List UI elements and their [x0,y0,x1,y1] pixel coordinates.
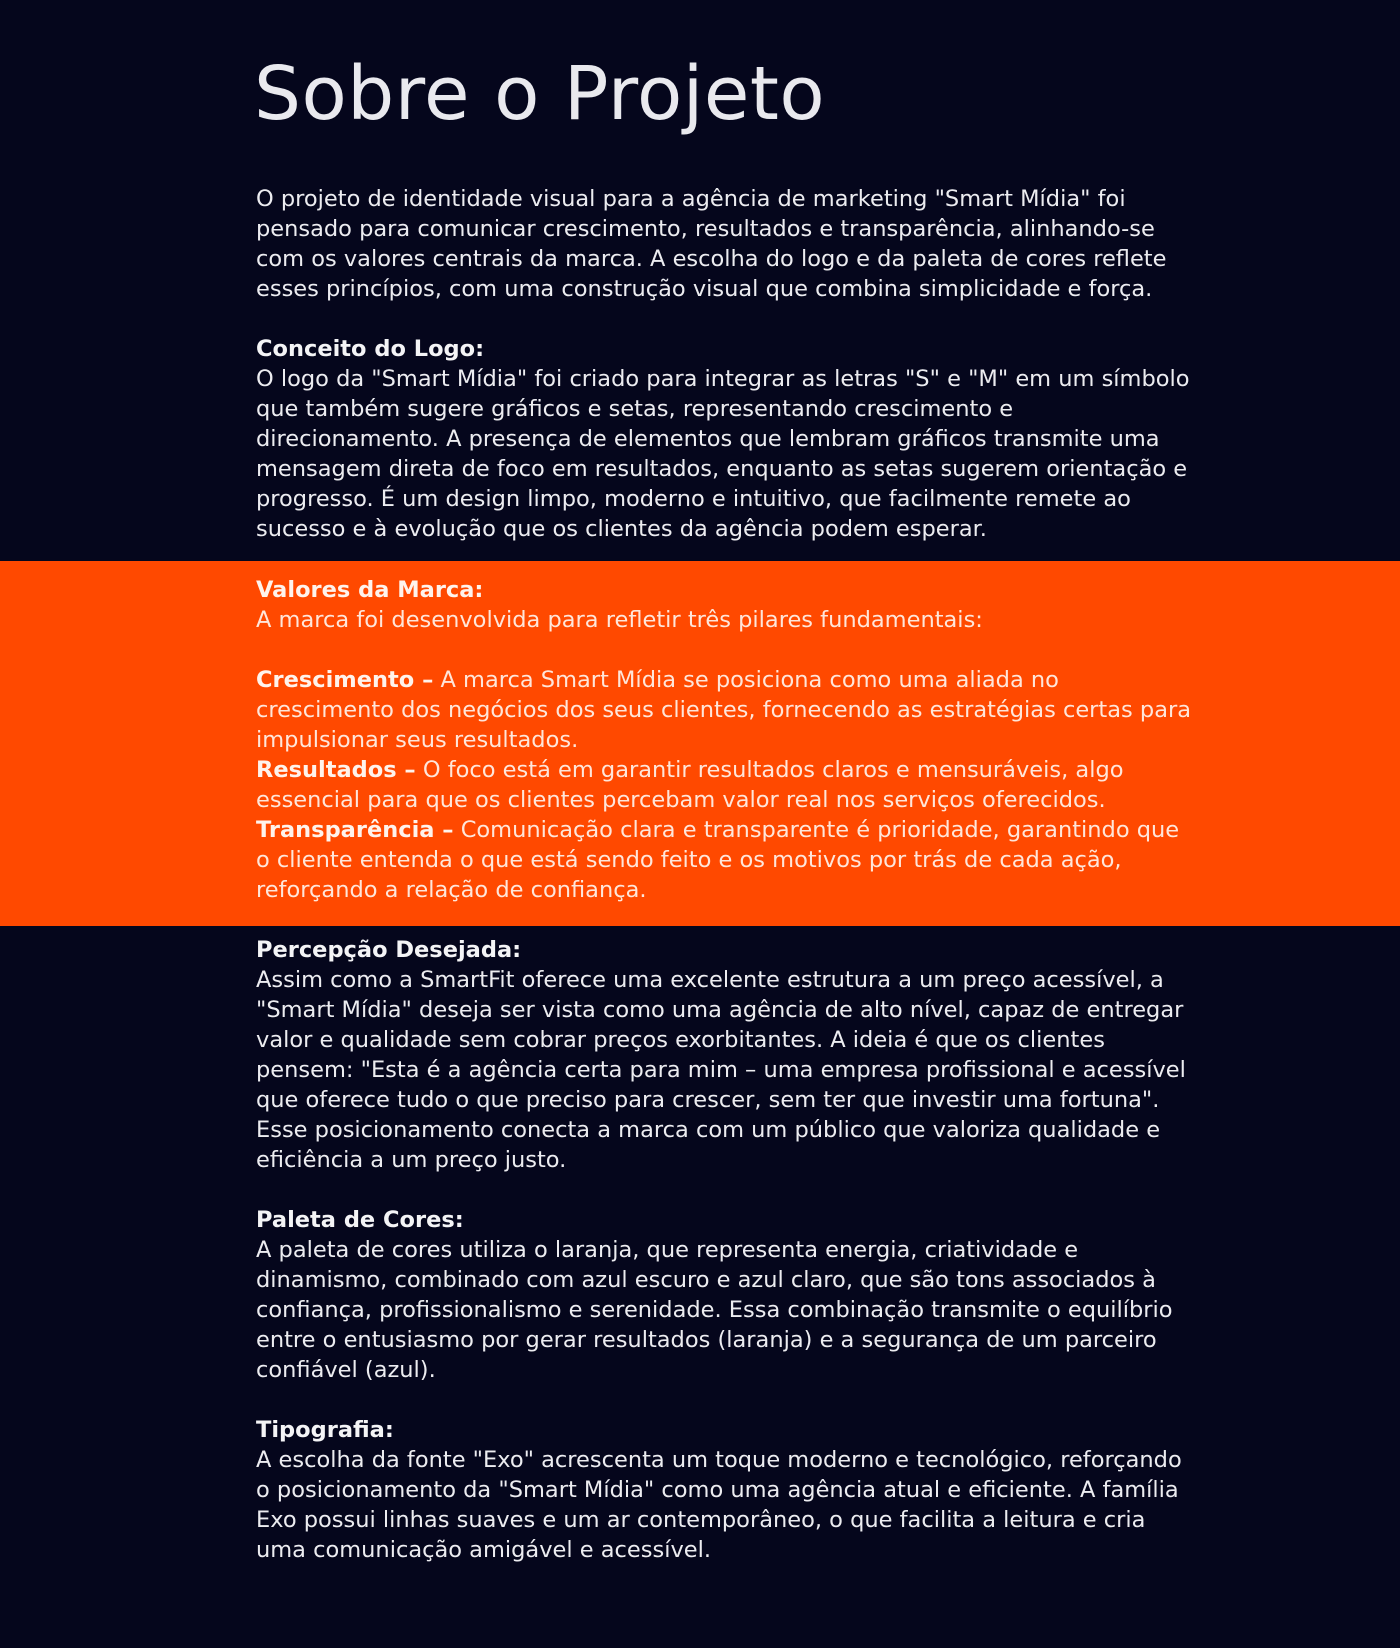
intro-text: O projeto de identidade visual para a agência de marketing "Smart Mídia" foi pensado para comunicar crescimento, resultados e transparência, alinhando-se com os valores centrais da marca. A escolha do logo e da paleta de cores reflete esses princípios, com uma construção visual que combina simplicidade e força. [256,186,1167,302]
pillar-growth-text: A marca Smart Mídia se posiciona como uma aliada no crescimento dos negócios dos seus clientes, fornecendo as estratégias certas para impulsionar seus resultados. [256,667,1192,753]
color-palette-heading: Paleta de Cores: [256,1207,464,1233]
spacer [256,635,1196,665]
brand-values-band [0,561,1400,926]
pillar-results-text: O foco está em garantir resultados claros e mensuráveis, algo essencial para que os clientes percebam valor real nos serviços oferecidos. [256,757,1124,813]
pillar-transparency-text: Comunicação clara e transparente é prioridade, garantindo que o cliente entenda o que está sendo feito e os motivos por trás de cada ação, reforçando a relação de confiança. [256,817,1180,903]
spacer [256,1385,1196,1415]
intro-section [256,184,1196,544]
brand-values-heading: Valores da Marca: [256,577,484,603]
logo-concept-heading: Conceito do Logo: [256,336,485,362]
pillar-growth-name: Crescimento – [256,667,434,693]
brand-values-intro: A marca foi desenvolvida para refletir três pilares fundamentais: [256,607,983,633]
lower-sections [256,935,1196,1565]
color-palette-text: A paleta de cores utiliza o laranja, que representa energia, criatividade e dinamismo, combinado com azul escuro e azul claro, que são tons associados à confiança, profissionalismo e serenidade. Essa combinação transmite o equilíbrio entre o entusiasmo por gerar resultados (laranja) e a segurança de um parceiro confiável (azul). [256,1237,1173,1383]
typography-heading: Tipografia: [256,1417,394,1443]
page-title: Sobre o Projeto [254,51,826,137]
pillar-transparency-name: Transparência – [256,817,454,843]
pillar-growth [256,665,1196,755]
pillar-results-name: Resultados – [256,757,416,783]
logo-concept-text: O logo da "Smart Mídia" foi criado para integrar as letras "S" e "M" em um símbolo que também sugere gráficos e setas, representando crescimento e direcionamento. A presença de elementos que lembram gráficos transmite uma mensagem direta de foco em resultados, enquanto as setas sugerem orientação e progresso. É um design limpo, moderno e intuitivo, que facilmente remete ao sucesso e à evolução que os clientes da agência podem esperar. [256,366,1190,542]
desired-perception-heading: Percepção Desejada: [256,937,522,963]
pillar-results [256,755,1196,815]
desired-perception-text: Assim como a SmartFit oferece uma excelente estrutura a um preço acessível, a "Smart Mídia" deseja ser vista como uma agência de alto nível, capaz de entregar valor e qualidade sem cobrar preços exorbitantes. A ideia é que os clientes pensem: "Esta é a agência certa para mim – uma empresa profissional e acessível que oferece tudo o que preciso para crescer, sem ter que investir uma fortuna". Esse posicionamento conecta a marca com um público que valoriza qualidade e eficiência a um preço justo. [256,967,1186,1173]
pillar-transparency [256,815,1196,905]
typography-text: A escolha da fonte "Exo" acrescenta um toque moderno e tecnológico, reforçando o posicionamento da "Smart Mídia" como uma agência atual e eficiente. A família Exo possui linhas suaves e um ar contemporâneo, o que facilita a leitura e cria uma comunicação amigável e acessível. [256,1447,1182,1563]
spacer [256,1175,1196,1205]
brand-values-section [256,575,1196,905]
spacer [256,304,1196,334]
